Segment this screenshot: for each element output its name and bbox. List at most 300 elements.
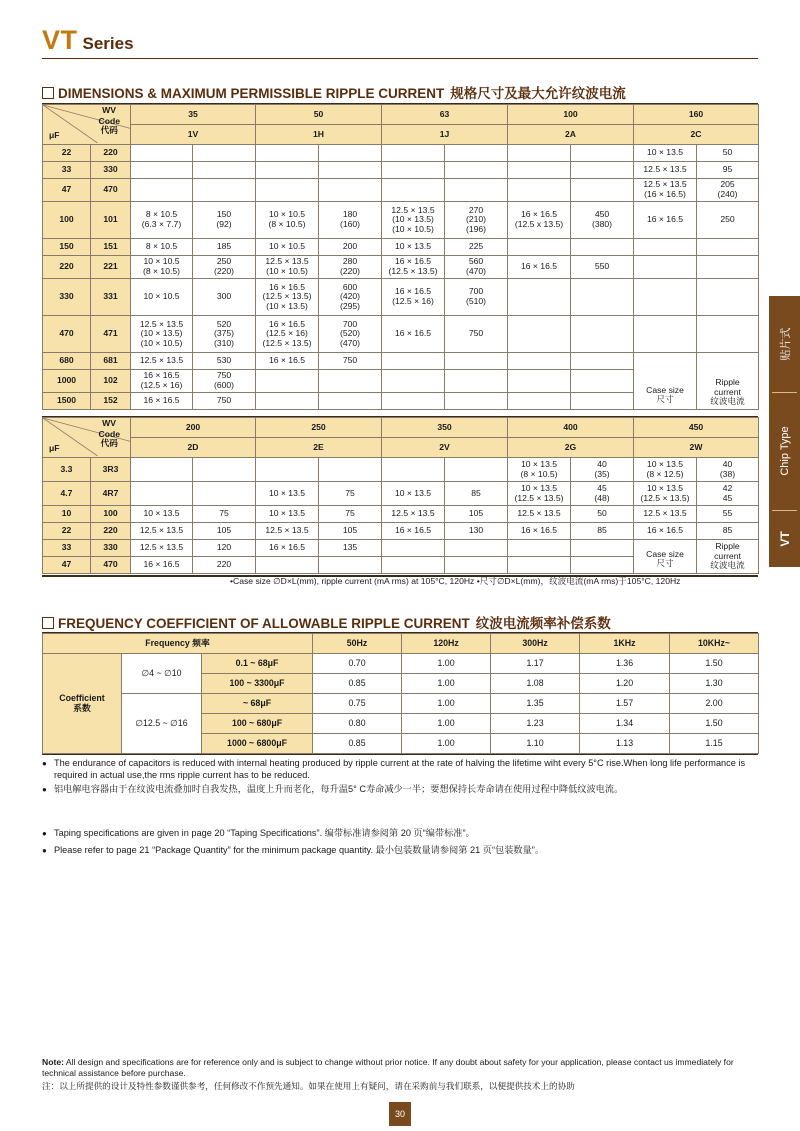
ripple-current-cell: 750 [445,316,508,353]
title-divider [42,58,758,59]
capacitance-range-cell: 1000 ~ 6800μF [202,734,313,754]
reference-notes [42,828,758,856]
case-size-cell: 8 × 10.5 (6.3 × 7.7) [131,202,193,239]
case-size-cell: 16 × 16.5 (12.5 × 13.5) [382,256,445,279]
capacitance-code-cell: 151 [91,239,131,256]
ripple-current-cell [319,145,382,162]
coefficient-value-cell: 1.13 [580,734,670,754]
ripple-current-cell [445,353,508,370]
ripple-current-cell: 550 [571,256,634,279]
table-row [43,256,759,279]
voltage-header: 100 [508,105,634,125]
coefficient-value-cell: 1.00 [402,694,491,714]
ripple-current-cell: 105 [319,523,382,540]
frequency-column-header: 10KHz~ [670,634,759,654]
voltage-header: 63 [382,105,508,125]
voltage-code-header: 1J [382,125,508,145]
ripple-current-cell [445,145,508,162]
coefficient-value-cell: 1.00 [402,734,491,754]
capacitance-cell: 3.3 [43,458,91,482]
ripple-current-cell: 185 [193,239,256,256]
frequency-column-header: 50Hz [313,634,402,654]
case-size-cell: 16 × 16.5 [508,523,571,540]
voltage-code-header: 2V [382,438,508,458]
ripple-current-cell [319,458,382,482]
ripple-current-cell: 450 (380) [571,202,634,239]
case-size-cell [634,316,697,353]
capacitance-cell: 330 [43,279,91,316]
case-size-cell: 12.5 × 13.5 [634,162,697,179]
case-size-cell [508,239,571,256]
case-size-cell [131,162,193,179]
taping-note: ● Taping specifications are given in page 20 “Taping Specifications”. 编带标准请参阅第 20 页“编带标准”。 [42,828,758,840]
case-size-cell: 12.5 × 13.5 [131,523,193,540]
ripple-current-cell: 85 [445,482,508,506]
case-size-cell [256,370,319,393]
ripple-current-cell: 220 [193,557,256,574]
voltage-header: 400 [508,418,634,438]
case-size-cell: 12.5 × 13.5 (10 × 10.5) [256,256,319,279]
ripple-current-cell: 45 (48) [571,482,634,506]
package-note: ● Please refer to page 21 “Package Quantity” for the minimum package quantity. 最小包装数量请参阅第 21 页“包装数量”。 [42,845,758,857]
case-size-cell [382,458,445,482]
frequency-column-header: 120Hz [402,634,491,654]
footer-disclaimer [42,1057,758,1092]
ripple-current-cell: 150 (92) [193,202,256,239]
capacitance-code-cell: 4R7 [91,482,131,506]
table-row [43,523,759,540]
case-size-cell: 10 × 13.5 [382,239,445,256]
case-size-cell: 16 × 16.5 [256,353,319,370]
coefficient-value-cell: 1.35 [491,694,580,714]
ripple-current-cell [193,179,256,202]
ripple-current-cell [445,540,508,557]
ripple-current-cell: 40 (35) [571,458,634,482]
case-size-cell [382,353,445,370]
series-title [42,26,134,54]
case-size-cell [256,145,319,162]
corner-code: Code 代码 [98,116,120,135]
case-size-cell: 16 × 16.5 [634,523,697,540]
ripple-current-cell: 750 [319,353,382,370]
capacitance-code-cell: 3R3 [91,458,131,482]
voltage-code-header: 2W [634,438,759,458]
corner-code: Code 代码 [98,429,120,448]
ripple-current-cell [697,239,759,256]
case-size-cell: 10 × 13.5 (8 × 12.5) [634,458,697,482]
ripple-current-cell: 750 [193,393,256,410]
coefficient-value-cell: 0.75 [313,694,402,714]
checkbox-square-icon [42,87,54,99]
voltage-header: 200 [131,418,256,438]
case-size-cell: 12.5 × 13.5 (10 × 13.5) (10 × 10.5) [382,202,445,239]
case-size-cell [131,482,193,506]
case-size-cell: 8 × 10.5 [131,239,193,256]
case-size-cell [256,458,319,482]
case-size-cell [382,540,445,557]
capacitance-range-cell: 100 ~ 680μF [202,714,313,734]
coefficient-value-cell: 1.23 [491,714,580,734]
voltage-header: 50 [256,105,382,125]
series-mark: VT [42,25,78,55]
voltage-header: 160 [634,105,759,125]
ripple-current-cell [193,458,256,482]
ripple-current-cell [319,179,382,202]
coefficient-label: Coefficient 系数 [43,654,122,754]
case-size-cell [634,279,697,316]
case-size-cell [508,145,571,162]
coefficient-value-cell: 1.00 [402,674,491,694]
header-row-code [43,125,759,145]
frequency-coefficient-table [42,633,759,754]
voltage-header: 250 [256,418,382,438]
ripple-current-cell: 135 [319,540,382,557]
ripple-current-cell: 600 (420) (295) [319,279,382,316]
capacitance-cell: 22 [43,145,91,162]
case-size-cell [508,179,571,202]
ripple-current-cell [571,145,634,162]
coefficient-value-cell: 1.15 [670,734,759,754]
header-row-code [43,438,759,458]
ripple-current-cell [571,393,634,410]
header-row-wv [43,105,759,125]
capacitance-code-cell: 470 [91,179,131,202]
ripple-current-cell: 105 [445,506,508,523]
coefficient-value-cell: 1.36 [580,654,670,674]
capacitance-cell: 22 [43,523,91,540]
diameter-range-cell: ∅4 ~ ∅10 [122,654,202,694]
voltage-code-header: 2G [508,438,634,458]
ripple-current-cell: 180 (160) [319,202,382,239]
ripple-current-cell: 42 45 [697,482,759,506]
table-row [43,179,759,202]
coefficient-value-cell: 1.00 [402,714,491,734]
ripple-current-cell [319,370,382,393]
case-size-cell [508,279,571,316]
ripple-current-cell: 55 [697,506,759,523]
case-size-cell: 10 × 13.5 [256,506,319,523]
capacitance-code-cell: 331 [91,279,131,316]
coefficient-value-cell: 0.85 [313,734,402,754]
capacitance-cell: 470 [43,316,91,353]
ripple-current-cell: 250 [697,202,759,239]
ripple-current-cell: 300 [193,279,256,316]
coefficient-value-cell: 1.34 [580,714,670,734]
voltage-header: 450 [634,418,759,438]
ripple-current-cell [571,279,634,316]
capacitance-code-cell: 100 [91,506,131,523]
coefficient-value-cell: 0.80 [313,714,402,734]
case-size-cell: 12.5 × 13.5 [382,506,445,523]
table-row [43,694,759,714]
table-row [43,162,759,179]
frequency-header-row [43,634,759,654]
legend-ripple-current: Ripple current 纹波电流 [697,353,759,410]
ripple-current-cell: 75 [319,482,382,506]
case-size-cell [508,540,571,557]
table-row [43,202,759,239]
capacitance-cell: 47 [43,179,91,202]
series-word: Series [82,34,134,53]
table-corner-header [43,418,131,458]
legend-case-size: Case size 尺寸 [634,353,697,410]
ripple-current-cell [445,179,508,202]
capacitance-code-cell: 681 [91,353,131,370]
coefficient-value-cell: 1.30 [670,674,759,694]
capacitance-cell: 47 [43,557,91,574]
ripple-current-cell: 75 [193,506,256,523]
capacitance-cell: 220 [43,256,91,279]
case-size-cell: 16 × 16.5 [131,393,193,410]
ripple-current-cell [697,279,759,316]
coefficient-value-cell: 1.00 [402,654,491,674]
capacitance-code-cell: 330 [91,162,131,179]
capacitance-cell: 33 [43,540,91,557]
ripple-current-cell: 75 [319,506,382,523]
table-row [43,654,759,674]
endurance-note-cn: ● 铝电解电容器由于在纹波电流叠加时自我发热，温度上升而老化，每升温5° C寿命减少一半；要想保持长寿命请在使用过程中降低纹波电流。 [42,784,758,796]
ripple-current-cell: 50 [697,145,759,162]
capacitance-code-cell: 221 [91,256,131,279]
page-number: 30 [389,1102,411,1126]
capacitance-cell: 100 [43,202,91,239]
capacitance-code-cell: 101 [91,202,131,239]
case-size-cell [508,162,571,179]
capacitance-code-cell: 470 [91,557,131,574]
table-row [43,458,759,482]
ripple-current-cell: 750 (600) [193,370,256,393]
frequency-label: Frequency 频率 [43,634,313,654]
voltage-code-header: 2C [634,125,759,145]
ripple-current-cell [319,393,382,410]
case-size-cell: 10 × 10.5 [256,239,319,256]
case-size-cell: 10 × 10.5 (8 × 10.5) [131,256,193,279]
frequency-column-header: 1KHz [580,634,670,654]
case-size-cell: 10 × 10.5 [131,279,193,316]
capacitance-code-cell: 102 [91,370,131,393]
capacitance-code-cell: 471 [91,316,131,353]
case-size-cell: 12.5 × 13.5 [131,353,193,370]
case-size-cell [256,179,319,202]
section-title-en: FREQUENCY COEFFICIENT OF ALLOWABLE RIPPLE CURRENT [58,616,470,631]
ripple-current-cell [697,256,759,279]
capacitance-cell: 680 [43,353,91,370]
side-tab-en: Chip Type [778,426,791,476]
voltage-code-header: 2D [131,438,256,458]
case-size-cell [508,316,571,353]
capacitance-cell: 1500 [43,393,91,410]
ripple-current-cell: 225 [445,239,508,256]
case-size-cell: 10 × 10.5 (8 × 10.5) [256,202,319,239]
voltage-code-header: 2E [256,438,382,458]
ripple-current-cell: 40 (38) [697,458,759,482]
coefficient-value-cell: 1.10 [491,734,580,754]
table-row [43,145,759,162]
case-size-cell: 16 × 16.5 [382,316,445,353]
case-size-cell [382,393,445,410]
case-size-cell: 16 × 16.5 [131,557,193,574]
voltage-code-header: 1V [131,125,256,145]
ripple-current-cell: 270 (210) (196) [445,202,508,239]
table-row [43,279,759,316]
ripple-current-cell [319,162,382,179]
case-size-cell [256,557,319,574]
case-size-cell [634,256,697,279]
capacitance-code-cell: 152 [91,393,131,410]
ripple-current-cell [445,393,508,410]
case-size-cell: 12.5 × 13.5 [256,523,319,540]
ripple-current-cell: 120 [193,540,256,557]
ripple-current-cell: 560 (470) [445,256,508,279]
side-tab-cn: 贴片式 [779,327,792,361]
case-size-cell: 10 × 13.5 [382,482,445,506]
ripple-current-cell [445,557,508,574]
case-size-cell: 16 × 16.5 [256,540,319,557]
ripple-current-cell: 105 [193,523,256,540]
case-size-cell [508,557,571,574]
case-size-cell [382,179,445,202]
corner-wv: WV [102,418,116,428]
ripple-current-cell [697,316,759,353]
ripple-current-cell [571,557,634,574]
coefficient-value-cell: 1.20 [580,674,670,694]
case-size-cell: 10 × 13.5 (12.5 × 13.5) [508,482,571,506]
table-corner-header [43,105,131,145]
capacitance-cell: 150 [43,239,91,256]
coefficient-value-cell: 1.57 [580,694,670,714]
ripple-current-cell: 280 (220) [319,256,382,279]
capacitance-code-cell: 330 [91,540,131,557]
capacitance-cell: 1000 [43,370,91,393]
ripple-current-cell [319,557,382,574]
case-size-cell [634,239,697,256]
corner-uf: μF [49,443,60,454]
legend-ripple-current: Ripple current 纹波电流 [697,540,759,574]
table-row [43,506,759,523]
note-label: Note: [42,1057,64,1067]
case-size-cell: 16 × 16.5 [382,523,445,540]
table-row [43,239,759,256]
voltage-header: 350 [382,418,508,438]
ripple-current-cell: 95 [697,162,759,179]
capacitance-code-cell: 220 [91,523,131,540]
capacitance-code-cell: 220 [91,145,131,162]
ripple-current-cell: 50 [571,506,634,523]
ripple-current-cell [571,316,634,353]
case-size-cell [508,370,571,393]
case-size-cell [382,162,445,179]
case-size-cell [131,145,193,162]
case-size-cell: 16 × 16.5 (12.5 × 16) [382,279,445,316]
case-size-cell: 10 × 13.5 (8 × 10.5) [508,458,571,482]
ripple-current-cell: 520 (375) (310) [193,316,256,353]
capacitance-cell: 33 [43,162,91,179]
side-chapter-tab [769,296,800,567]
case-size-cell: 16 × 16.5 (12.5 × 16) [131,370,193,393]
case-size-cell: 16 × 16.5 (12.5 x 13.5) [508,202,571,239]
ripple-current-cell [571,179,634,202]
capacitance-range-cell: ~ 68μF [202,694,313,714]
ripple-current-cell [193,162,256,179]
frequency-column-header: 300Hz [491,634,580,654]
case-size-cell [508,353,571,370]
table-row [43,540,759,557]
ripple-current-cell [193,145,256,162]
dimensions-table-1 [42,104,759,410]
ripple-current-cell: 250 (220) [193,256,256,279]
case-size-cell: 16 × 16.5 [634,202,697,239]
ripple-current-cell: 130 [445,523,508,540]
voltage-code-header: 1H [256,125,382,145]
case-size-cell [382,370,445,393]
section-title-en: DIMENSIONS & MAXIMUM PERMISSIBLE RIPPLE CURRENT [58,86,445,101]
table-row [43,482,759,506]
legend-case-size: Case size 尺寸 [634,540,697,574]
table-row [43,353,759,370]
ripple-current-cell [445,370,508,393]
diameter-range-cell: ∅12.5 ~ ∅16 [122,694,202,754]
corner-wv: WV [102,105,116,115]
ripple-current-cell [571,353,634,370]
capacitance-cell: 10 [43,506,91,523]
voltage-code-header: 2A [508,125,634,145]
side-tab-vt: VT [777,530,792,547]
case-size-cell [382,557,445,574]
ripple-current-cell: 530 [193,353,256,370]
ripple-current-cell [445,162,508,179]
ripple-current-cell: 85 [697,523,759,540]
ripple-current-cell: 700 (520) (470) [319,316,382,353]
case-size-cell: 12.5 × 13.5 (10 × 13.5) (10 × 10.5) [131,316,193,353]
note-en: All design and specifications are for reference only and is subject to change without prior notice. If any doubt about safety for your application, please contact us immediately for technical assistance before purchase. [42,1057,734,1078]
header-row-wv [43,418,759,438]
section-heading-frequency [42,612,611,632]
ripple-current-cell: 200 [319,239,382,256]
coefficient-value-cell: 1.50 [670,714,759,734]
ripple-current-cell [445,458,508,482]
coefficient-value-cell: 0.70 [313,654,402,674]
coefficient-value-cell: 1.50 [670,654,759,674]
capacitance-range-cell: 100 ~ 3300μF [202,674,313,694]
case-size-cell: 16 × 16.5 (12.5 × 16) (12.5 × 13.5) [256,316,319,353]
coefficient-value-cell: 1.08 [491,674,580,694]
case-size-cell: 12.5 × 13.5 (16 × 16.5) [634,179,697,202]
case-size-cell: 10 × 13.5 [634,145,697,162]
ripple-current-cell [571,370,634,393]
ripple-current-cell [571,239,634,256]
coefficient-value-cell: 1.17 [491,654,580,674]
coefficient-value-cell: 0.85 [313,674,402,694]
section-title-cn: 规格尺寸及最大允许纹波电流 [450,86,626,101]
capacitance-cell: 4.7 [43,482,91,506]
ripple-current-cell: 205 (240) [697,179,759,202]
table-row [43,316,759,353]
ripple-current-cell [571,162,634,179]
voltage-header: 35 [131,105,256,125]
corner-uf: μF [49,130,60,141]
case-size-cell: 10 × 13.5 [131,506,193,523]
case-size-cell: 10 × 13.5 [256,482,319,506]
section-heading-dimensions [42,82,626,102]
capacitance-range-cell: 0.1 ~ 68μF [202,654,313,674]
case-size-cell [508,393,571,410]
case-size-cell [131,458,193,482]
case-size-cell: 12.5 × 13.5 [634,506,697,523]
endurance-note-en: ● The endurance of capacitors is reduced with internal heating produced by ripple current at the rate of halving the lifetime wiht every 5°C rise.When long life performance is required in actual use,the rms ripple current has to be reduced. [42,758,758,781]
table-footnote: •Case size ∅D×L(mm), ripple current (mA rms) at 105°C, 120Hz •尺寸∅D×L(mm)，纹波电流(mA rms)于105°C, 120Hz [230,576,681,586]
case-size-cell: 16 × 16.5 (12.5 × 13.5) (10 × 13.5) [256,279,319,316]
coefficient-value-cell: 2.00 [670,694,759,714]
